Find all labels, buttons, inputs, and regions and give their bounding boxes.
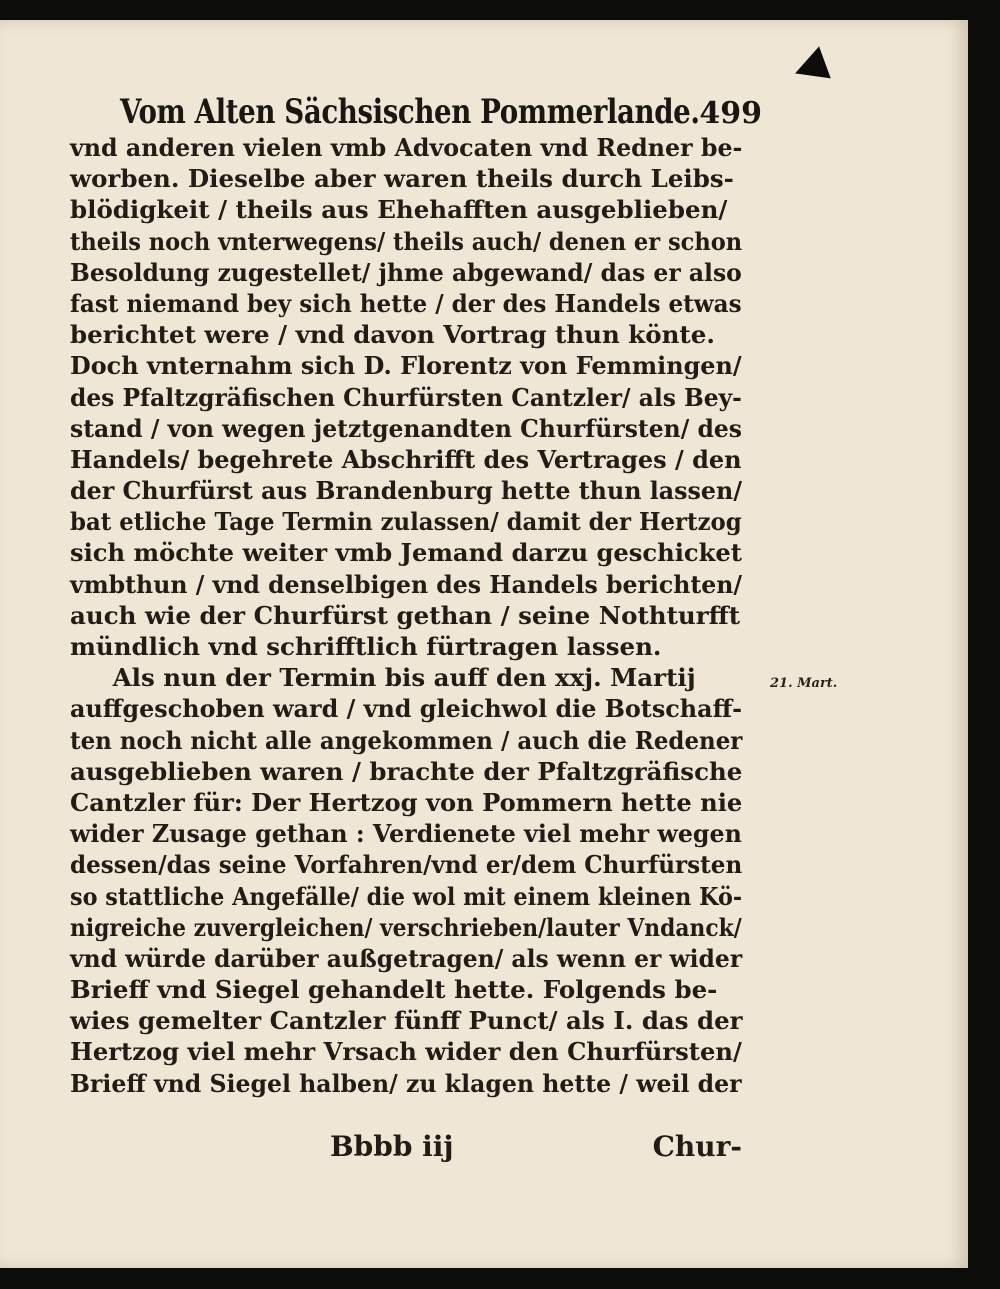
text-line: Cantzler für: Der Hertzog von Pommern hette nie: [70, 787, 743, 817]
text-line: auch wie der Churfürst gethan / seine Nothturfft: [70, 600, 741, 630]
running-title: Vom Alten Sächsischen Pommerlande.: [120, 92, 700, 132]
text-line: vnd anderen vielen vmb Advocaten vnd Redner be-: [70, 133, 743, 162]
text-line: Als nun der Termin bis auff den xxj. Martij: [70, 663, 696, 693]
text-line: wies gemelter Cantzler fünff Punct/ als I. das der: [70, 1006, 743, 1036]
text-line: ausgeblieben waren / brachte der Pfaltzgräfische: [70, 756, 743, 786]
text-line: stand / von wegen jetztgenandten Churfürsten/ des: [70, 413, 742, 443]
text-line: wider Zusage gethan : Verdienete viel mehr wegen: [70, 819, 742, 849]
page-footer: [330, 1130, 742, 1166]
text-line: bat etliche Tage Termin zulassen/ damit der Hertzog: [70, 507, 742, 537]
text-line: auffgeschoben ward / vnd gleichwol die Botschaff-: [70, 694, 743, 724]
text-line: fast niemand bey sich hette / der des Handels etwas: [70, 288, 742, 318]
text-line: Brieff vnd Siegel halben/ zu klagen hette / weil der: [70, 1068, 742, 1098]
text-line: ten noch nicht alle angekommen / auch die Redener: [70, 725, 743, 755]
text-line: vmbthun / vnd denselbigen des Handels berichten/: [70, 569, 743, 599]
text-line: Hertzog viel mehr Vrsach wider den Churfürsten/: [70, 1037, 742, 1067]
text-line: der Churfürst aus Brandenburg hette thun lassen/: [70, 476, 742, 506]
text-line: dessen/das seine Vorfahren/vnd er/dem Churfürsten: [70, 850, 743, 880]
text-line: Doch vnternahm sich D. Florentz von Femmingen/: [70, 351, 742, 381]
text-line: Brieff vnd Siegel gehandelt hette. Folgends be-: [70, 975, 718, 1005]
text-line: mündlich vnd schrifftlich fürtragen lassen.: [70, 632, 662, 661]
text-line: Besoldung zugestellet/ jhme abgewand/ das er also: [70, 257, 742, 287]
text-line: sich möchte weiter vmb Jemand darzu geschicket: [70, 538, 742, 568]
text-line: berichtet were / vnd davon Vortrag thun könte.: [70, 320, 715, 350]
page-number: 499: [699, 96, 762, 131]
page-corner-tab: [795, 44, 835, 79]
text-line: Handels/ begehrete Abschrifft des Vertrages / den: [70, 444, 742, 474]
text-line: nigreiche zuvergleichen/ verschrieben/lauter Vndanck/: [70, 912, 742, 942]
signature-mark: Bbbb iij: [330, 1130, 454, 1163]
text-line: des Pfaltzgräfischen Churfürsten Cantzler/ als Bey-: [70, 382, 742, 412]
margin-note: 21. Mart.: [770, 676, 838, 691]
text-line: theils noch vnterwegens/ theils auch/ denen er schon: [70, 226, 743, 256]
text-line: vnd würde darüber außgetragen/ als wenn er wider: [70, 943, 743, 973]
text-line: worben. Dieselbe aber waren theils durch Leibs-: [70, 164, 734, 194]
catchword: Chur-: [652, 1130, 742, 1163]
text-line: so stattliche Angefälle/ die wol mit einem kleinen Kö-: [70, 881, 743, 911]
body-text: [70, 132, 742, 1099]
text-line: blödigkeit / theils aus Ehehafften ausgeblieben/: [70, 195, 728, 225]
